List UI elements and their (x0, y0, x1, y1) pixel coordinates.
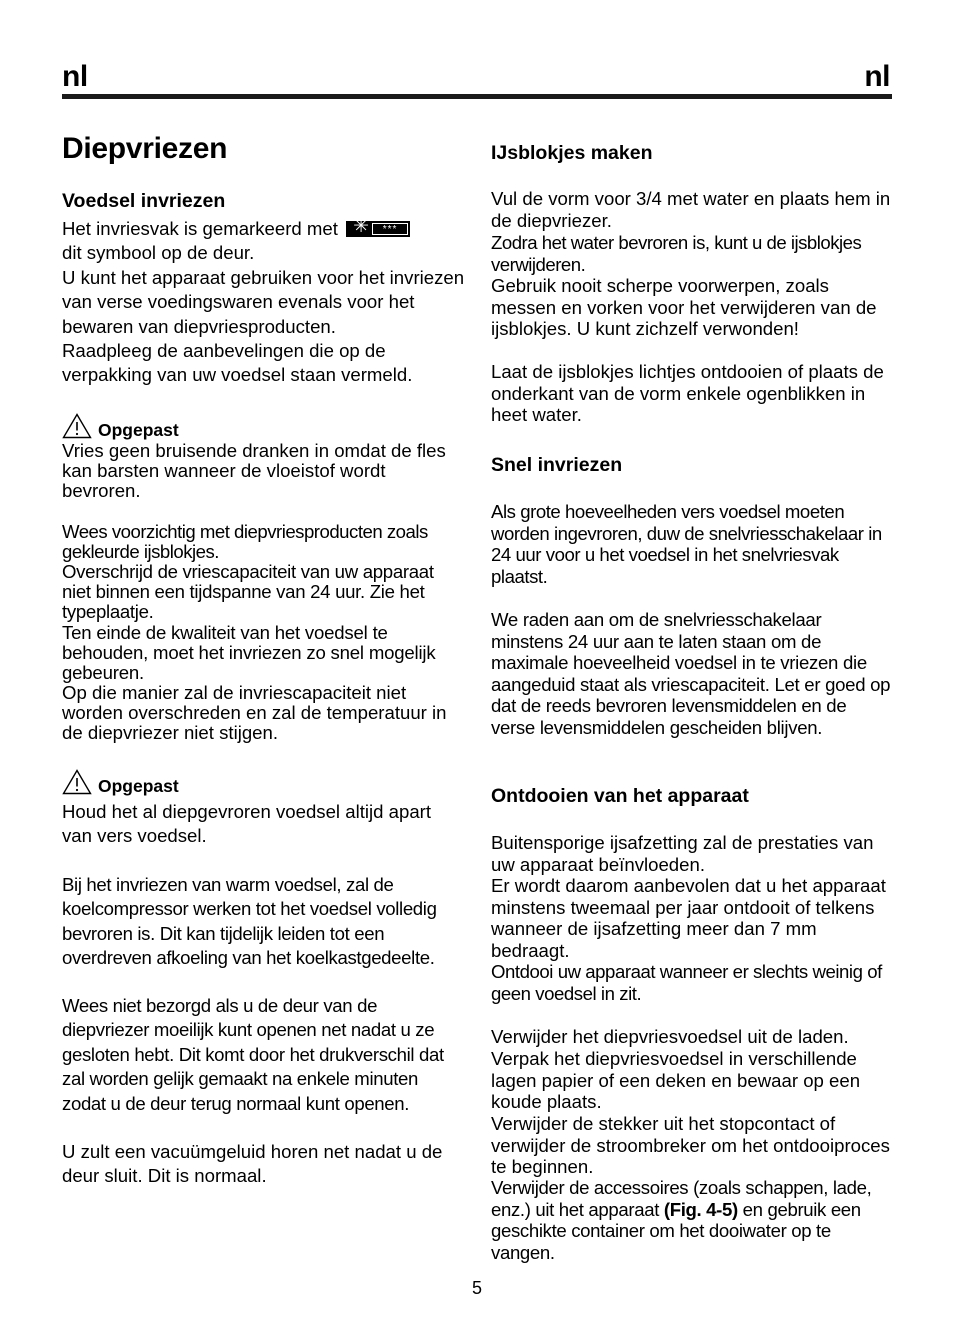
paragraph-verpak: Verpak het diepvriesvoedsel in verschillende lagen papier of een deken en bewaar op een koude plaats. (491, 1048, 861, 1113)
paragraph-accessoires (491, 1177, 895, 1263)
language-label-left: nl (62, 60, 88, 93)
paragraph-vacuumgeluid: U zult een vacuümgeluid horen net nadat u de deur sluit. Dit is normaal. (62, 1141, 443, 1187)
paragraph-aanraden: We raden aan om de snelvriesschakelaar minstens 24 uur aan te laten staan om de maximale hoeveelheid voedsel in te vriezen die aangeduid staat als vriescapaciteit. Let er goed op dat de reeds bevroren levensmiddelen en de verse levensmiddelen gescheiden blijven. (491, 609, 891, 738)
paragraph-ijsafzetting: Buitensporige ijsafzetting zal de prestaties van uw apparaat beïnvloeden. (491, 832, 874, 875)
paragraph-bevroren: Zodra het water bevroren is, kunt u de ijsblokjes verwijderen. (491, 232, 862, 275)
warning-triangle-icon (62, 413, 92, 439)
paragraph-gebruik: U kunt het apparaat gebruiken voor het invriezen van verse voedingswaren evenals voor het bewaren van diepvriesproducten. (62, 267, 465, 337)
paragraph-weinig-voedsel: Ontdooi uw apparaat wanneer er slechts weinig of geen voedsel in zit. (491, 961, 882, 1004)
paragraph-invriesvak-rest: dit symbool op de deur. (62, 242, 255, 264)
paragraph-invriesvak (62, 217, 466, 266)
page-number: 5 (471, 1278, 482, 1298)
paragraph-voorzichtig: Wees voorzichtig met diepvriesproducten zoals gekleurde ijsblokjes. (62, 521, 428, 563)
warning-triangle-icon (62, 769, 92, 795)
section-title-voedsel-invriezen: Voedsel invriezen (62, 190, 226, 212)
paragraph-accessoires-c: en gebruik een geschikte container om het dooiwater op te vangen. (491, 1198, 861, 1263)
header-rule (62, 94, 892, 99)
paragraph-accessoires-a: Verwijder de accessoires (zoals schappen, lade, enz.) uit het apparaat (491, 1177, 872, 1220)
warning-heading-2 (62, 769, 179, 797)
warning-label-2: Opgepast (98, 776, 179, 796)
warning-text-1: Vries geen bruisende dranken in omdat de fles kan barsten wanneer de vloeistof wordt bevroren. (62, 440, 446, 502)
paragraph-aanbevelingen: Raadpleeg de aanbevelingen die op de verpakking van uw voedsel staan vermeld. (62, 340, 413, 386)
section-title-ijsblokjes: IJsblokjes maken (491, 142, 653, 164)
paragraph-snelvriesschakelaar: Als grote hoeveelheden vers voedsel moeten worden ingevroren, duw de snelvriesschakelaar in 24 uur voor u het voedsel in het snelvriesvak plaatst. (491, 501, 882, 587)
snowflake-icon: ✳ (353, 216, 369, 237)
paragraph-deur-openen: Wees niet bezorgd als u de deur van de diepvriezer moeilijk kunt openen net nadat u ze gesloten hebt. Dit komt door het drukverschil dat zal worden gelijk gemaakt na enkele minuten zodat u de deur terug normaal kunt openen. (62, 995, 444, 1114)
freezer-star-symbol-icon (346, 216, 410, 237)
warning-text-2: Houd het al diepgevroren voedsel altijd apart van vers voedsel. (62, 801, 432, 847)
section-title-snel-invriezen: Snel invriezen (491, 454, 623, 476)
paragraph-invriesvak-text: Het invriesvak is gemarkeerd met (62, 218, 338, 239)
paragraph-laden: Verwijder het diepvriesvoedsel uit de laden. (491, 1026, 849, 1047)
warning-heading-1 (62, 413, 179, 441)
paragraph-temperatuur: Op die manier zal de invriescapaciteit niet worden overschreden en zal de temperatuur in de diepvriezer niet stijgen. (62, 682, 447, 744)
paragraph-tweemaal: Er wordt daarom aanbevolen dat u het apparaat minstens tweemaal per jaar ontdooit of telkens wanneer de ijsafzetting meer dan 7 mm bedraagt. (491, 875, 886, 961)
paragraph-stekker: Verwijder de stekker uit het stopcontact of verwijder de stroombreker om het ontdooiproces te beginnen. (491, 1113, 890, 1178)
page-title: Diepvriezen (62, 132, 228, 165)
paragraph-warm-voedsel: Bij het invriezen van warm voedsel, zal de koelcompressor werken tot het voedsel volledig bevroren is. Dit kan tijdelijk leiden tot een overdreven afkoeling van het koelkastgedeelte. (62, 874, 437, 969)
paragraph-scherpe-voorwerpen: Gebruik nooit scherpe voorwerpen, zoals messen en vorken voor het verwijderen van de ijsblokjes. U kunt zichzelf verwonden! (491, 275, 877, 340)
figure-reference: (Fig. 4-5) (663, 1198, 738, 1220)
paragraph-vorm: Vul de vorm voor 3/4 met water en plaats hem in de diepvriezer. (491, 188, 891, 231)
three-star-icon: *** (372, 223, 408, 235)
language-label-right: nl (864, 60, 890, 93)
section-title-ontdooien: Ontdooien van het apparaat (491, 785, 749, 807)
warning-label-1: Opgepast (98, 420, 179, 440)
paragraph-ontdooien-ijsblokjes: Laat de ijsblokjes lichtjes ontdooien of plaats de onderkant van de vorm enkele ogenblikken in heet water. (491, 361, 884, 426)
paragraph-vriescapaciteit: Overschrijd de vriescapaciteit van uw apparaat niet binnen een tijdspanne van 24 uur. Zie het typeplaatje. (62, 561, 434, 623)
paragraph-kwaliteit: Ten einde de kwaliteit van het voedsel te behouden, moet het invriezen zo snel mogelijk gebeuren. (62, 622, 436, 684)
